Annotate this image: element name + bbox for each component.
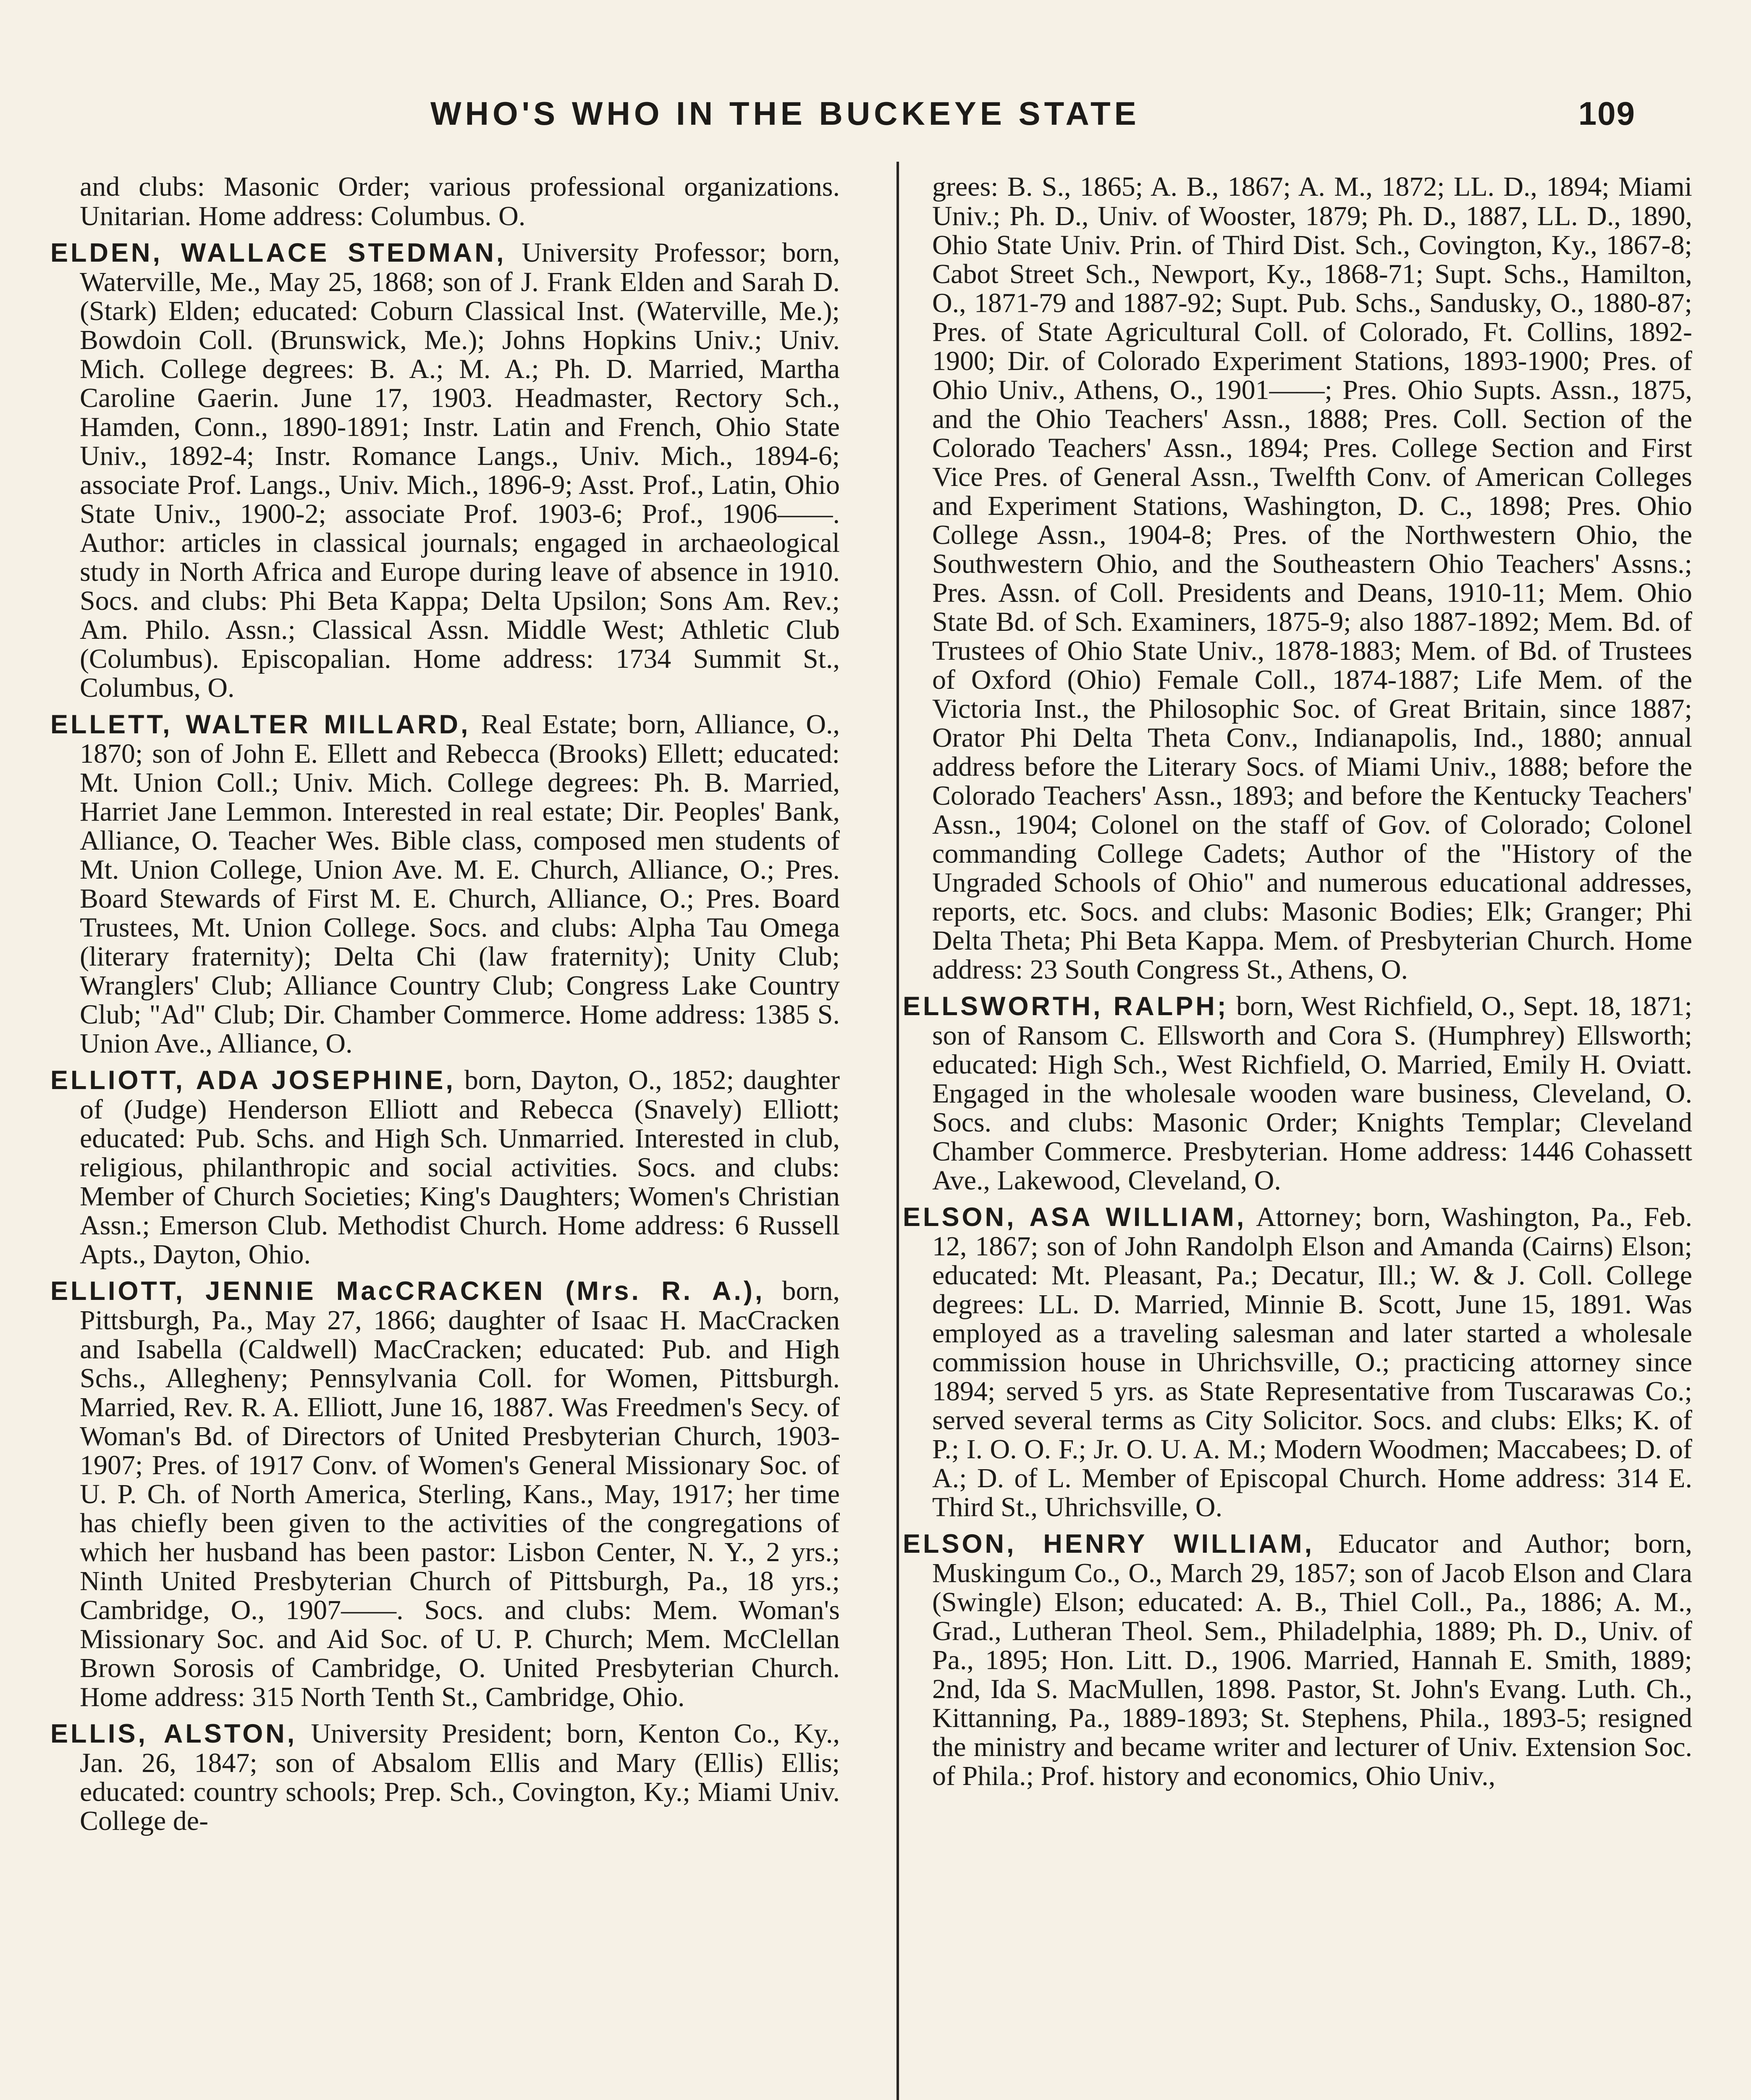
- biography-entry: [50, 238, 840, 702]
- left-column: [50, 172, 840, 2100]
- entry-name: ELDEN, WALLACE STEDMAN,: [50, 238, 506, 268]
- page-title: WHO'S WHO IN THE BUCKEYE STATE: [430, 95, 1140, 132]
- entry-name: ELLIS, ALSTON,: [50, 1719, 297, 1748]
- biography-entry: [903, 1529, 1692, 1790]
- biography-entry: [903, 992, 1692, 1195]
- entry-text: born, West Richfield, O., Sept. 18, 1871; son of Ransom C. Ellsworth and Cora S. (Humphrey) Ellsworth; educated: High Sch., West Richfield, O. Married, Emily H. Oviatt. Engaged in the wholesale wooden ware business, Cleveland, O. Socs. and clubs: Masonic Order; Knights Templar; Cleveland Chamber Commerce. Presbyterian. Home address: 1446 Cohassett Ave., Lakewood, Cleveland, O.: [932, 991, 1692, 1196]
- entry-text: and clubs: Masonic Order; various professional organizations. Unitarian. Home address: Columbus. O.: [80, 172, 840, 231]
- page-number: 109: [1578, 95, 1636, 132]
- running-head: [430, 90, 1636, 136]
- entry-text: born, Dayton, O., 1852; daughter of (Judge) Henderson Elliott and Rebecca (Snavely) Elliott; educated: Pub. Schs. and High Sch. Unmarried. Interested in club, religious, philanthropic and social activities. Socs. and clubs: Member of Church Societies; King's Daughters; Women's Christian Assn.; Emerson Club. Methodist Church. Home address: 6 Russell Apts., Dayton, Ohio.: [80, 1065, 840, 1270]
- column-divider: [896, 162, 899, 2100]
- entry-text: Educator and Author; born, Muskingum Co., O., March 29, 1857; son of Jacob Elson and Clara (Swingle) Elson; educated: A. B., Thiel Coll., Pa., 1886; A. M., Grad., Lutheran Theol. Sem., Philadelphia, 1889; Ph. D., Univ. of Pa., 1895; Hon. Litt. D., 1906. Married, Hannah E. Smith, 1889; 2nd, Ida S. MacMullen, 1898. Pastor, St. John's Evang. Luth. Ch., Kittanning, Pa., 1889-1893; St. Stephens, Phila., 1893-5; resigned the ministry and became writer and lecturer of Univ. Extension Soc. of Phila.; Prof. history and economics, Ohio Univ.,: [932, 1528, 1692, 1791]
- biography-entry: [50, 172, 840, 231]
- entry-text: grees: B. S., 1865; A. B., 1867; A. M., 1872; LL. D., 1894; Miami Univ.; Ph. D., Univ. of Wooster, 1879; Ph. D., 1887, LL. D., 1890, Ohio State Univ. Prin. of Third Dist. Sch., Covington, Ky., 1867-8; Cabot Street Sch., Newport, Ky., 1868-71; Supt. Schs., Hamilton, O., 1871-79 and 1887-92; Supt. Pub. Schs., Sandusky, O., 1880-87; Pres. of State Agricultural Coll. of Colorado, Ft. Collins, 1892-1900; Dir. of Colorado Experiment Stations, 1893-1900; Pres. of Ohio Univ., Athens, O., 1901——; Pres. Ohio Supts. Assn., 1875, and the Ohio Teachers' Assn., 1888; Pres. Coll. Section of the Colorado Teachers' Assn., 1894; Pres. College Section and First Vice Pres. of General Assn., Twelfth Conv. of American Colleges and Experiment Stations, Washington, D. C., 1898; Pres. Ohio College Assn., 1904-8; Pres. of the Northwestern Ohio, the Southwestern Ohio, and the Southeastern Ohio Teachers' Assns.; Pres. Assn. of Coll. Presidents and Deans, 1910-11; Mem. Ohio State Bd. of Sch. Examiners, 1875-9; also 1887-1892; Mem. Bd. of Trustees of Ohio State Univ., 1878-1883; Mem. of Bd. of Trustees of Oxford (Ohio) Female Coll., 1874-1887; Life Mem. of the Victoria Inst., the Philosophic Soc. of Great Britain, since 1887; Orator Phi Delta Theta Conv., Indianapolis, Ind., 1880; annual address before the Literary Socs. of Miami Univ., 1888; before the Colorado Teachers' Assn., 1893; and before the Kentucky Teachers' Assn., 1904; Colonel on the staff of Gov. of Colorado; Colonel commanding College Cadets; Author of the "History of the Ungraded Schools of Ohio" and numerous educational addresses, reports, etc. Socs. and clubs: Masonic Bodies; Elk; Granger; Phi Delta Theta; Phi Beta Kappa. Mem. of Presbyterian Church. Home address: 23 South Congress St., Athens, O.: [932, 172, 1692, 985]
- biography-entry: [50, 1719, 840, 1835]
- entry-text: born, Pittsburgh, Pa., May 27, 1866; daughter of Isaac H. MacCracken and Isabella (Caldwell) MacCracken; educated: Pub. and High Schs., Allegheny; Pennsylvania Coll. for Women, Pittsburgh. Married, Rev. R. A. Elliott, June 16, 1887. Was Freedmen's Secy. of Woman's Bd. of Directors of United Presbyterian Church, 1903-1907; Pres. of 1917 Conv. of Women's General Missionary Soc. of U. P. Ch. of North America, Sterling, Kans., May, 1917; her time has chiefly been given to the activities of the congregations of which her husband has been pastor: Lisbon Center, N. Y., 2 yrs.; Ninth United Presbyterian Church of Pittsburgh, Pa., 18 yrs.; Cambridge, O., 1907——. Socs. and clubs: Mem. Woman's Missionary Soc. and Aid Soc. of U. P. Church; Mem. McClellan Brown Sorosis of Cambridge, O. United Presbyterian Church. Home address: 315 North Tenth St., Cambridge, Ohio.: [80, 1276, 840, 1712]
- entry-text: Attorney; born, Washington, Pa., Feb. 12, 1867; son of John Randolph Elson and Amanda (Cairns) Elson; educated: Mt. Pleasant, Pa.; Decatur, Ill.; W. & J. Coll. College degrees: LL. D. Married, Minnie B. Scott, June 15, 1891. Was employed as a traveling salesman and later started a wholesale commission house in Uhrichsville, O.; practicing attorney since 1894; served 5 yrs. as State Representative from Tuscarawas Co.; served several terms as City Solicitor. Socs. and clubs: Elks; K. of P.; I. O. O. F.; Jr. O. U. A. M.; Modern Woodmen; Maccabees; D. of A.; D. of L. Member of Episcopal Church. Home address: 314 E. Third St., Uhrichsville, O.: [932, 1202, 1692, 1522]
- entry-text: University Professor; born, Waterville, Me., May 25, 1868; son of J. Frank Elden and Sarah D. (Stark) Elden; educated: Coburn Classical Inst. (Waterville, Me.); Bowdoin Coll. (Brunswick, Me.); Johns Hopkins Univ.; Univ. Mich. College degrees: B. A.; M. A.; Ph. D. Married, Martha Caroline Gaerin. June 17, 1903. Headmaster, Rectory Sch., Hamden, Conn., 1890-1891; Instr. Latin and French, Ohio State Univ., 1892-4; Instr. Romance Langs., Univ. Mich., 1894-6; associate Prof. Langs., Univ. Mich., 1896-9; Asst. Prof., Latin, Ohio State Univ., 1900-2; associate Prof. 1903-6; Prof., 1906——. Author: articles in classical journals; engaged in archaeological study in North Africa and Europe during leave of absence in 1910. Socs. and clubs: Phi Beta Kappa; Delta Upsilon; Sons Am. Rev.; Am. Philo. Assn.; Classical Assn. Middle West; Athletic Club (Columbus). Episcopalian. Home address: 1734 Summit St., Columbus, O.: [80, 237, 840, 703]
- entry-name: ELSON, HENRY WILLIAM,: [903, 1529, 1315, 1559]
- biography-entry: [903, 1202, 1692, 1522]
- biography-entry: [50, 710, 840, 1058]
- entry-name: ELLIOTT, ADA JOSEPHINE,: [50, 1066, 456, 1095]
- entry-name: ELLETT, WALTER MILLARD,: [50, 710, 471, 739]
- biography-entry: [50, 1276, 840, 1712]
- entry-name: ELLIOTT, JENNIE MacCRACKEN (Mrs. R. A.),: [50, 1276, 765, 1306]
- entry-name: ELLSWORTH, RALPH;: [903, 992, 1229, 1021]
- entry-text: Real Estate; born, Alliance, O., 1870; son of John E. Ellett and Rebecca (Brooks) Ellett; educated: Mt. Union Coll.; Univ. Mich. College degrees: Ph. B. Married, Harriet Jane Lemmon. Interested in real estate; Dir. Peoples' Bank, Alliance, O. Teacher Wes. Bible class, composed men students of Mt. Union College, Union Ave. M. E. Church, Alliance, O.; Pres. Board Stewards of First M. E. Church, Alliance, O.; Pres. Board Trustees, Mt. Union College. Socs. and clubs: Alpha Tau Omega (literary fraternity); Delta Chi (law fraternity); Unity Club; Wranglers' Club; Alliance Country Club; Congress Lake Country Club; "Ad" Club; Dir. Chamber Commerce. Home address: 1385 S. Union Ave., Alliance, O.: [80, 709, 840, 1059]
- biography-entry: [50, 1066, 840, 1269]
- right-column: [903, 172, 1692, 2100]
- entry-name: ELSON, ASA WILLIAM,: [903, 1202, 1247, 1232]
- entry-text: University President; born, Kenton Co., Ky., Jan. 26, 1847; son of Absalom Ellis and Mary (Ellis) Ellis; educated: country schools; Prep. Sch., Covington, Ky.; Miami Univ. College de-: [80, 1718, 840, 1836]
- biography-entry: [903, 172, 1692, 984]
